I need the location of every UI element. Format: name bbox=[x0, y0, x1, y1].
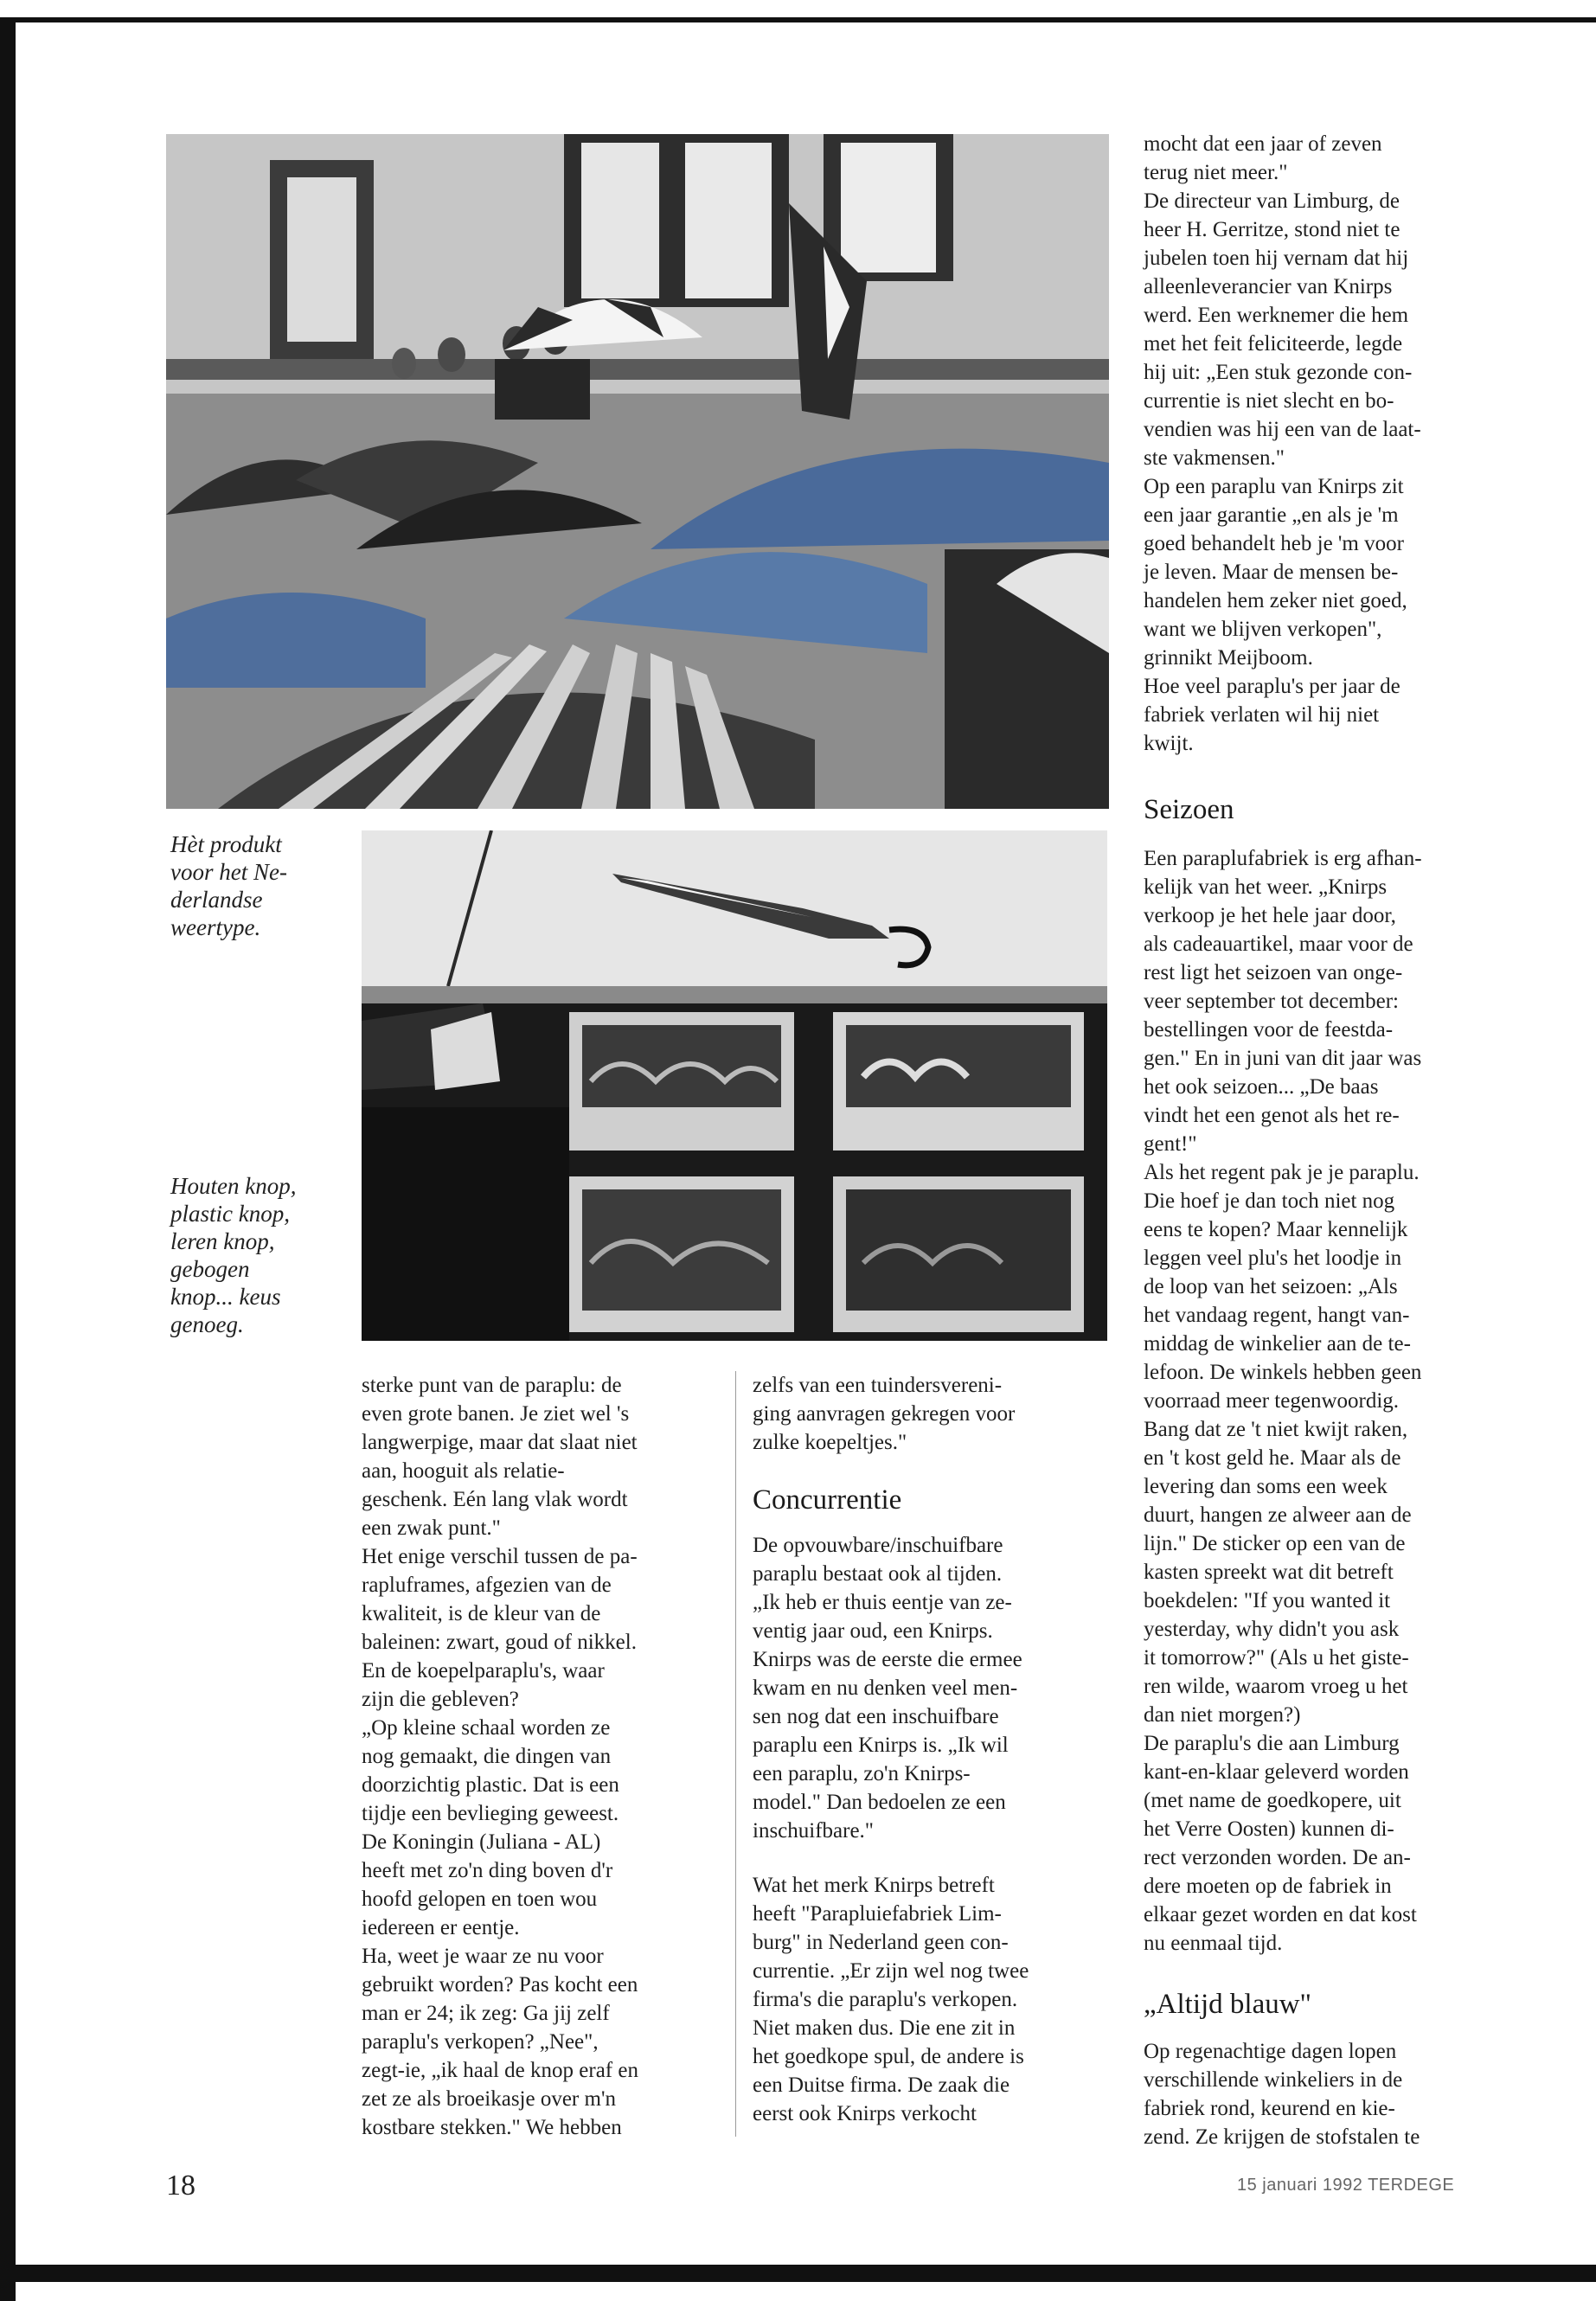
heading-concurrentie: Concurrentie bbox=[753, 1484, 902, 1516]
issue-footer: 15 januari 1992 TERDEGE bbox=[1237, 2176, 1455, 2195]
column-2-text-2: De opvouwbare/inschuifbare paraplu bestaat ook al tijden. „Ik heb er thuis eentje van ze- ventig jaar oud, een Knirps. Knirps was de eerste die ermee kwam en nu denken veel men- sen nog dat een inschuifbare paraplu een Knirps is. „Ik wil een paraplu, zo'n Knirps- model." Dan bedoelen ze een inschuifbare." bbox=[753, 1534, 1022, 1843]
article-column-1 bbox=[362, 1371, 718, 2142]
heading-seizoen: Seizoen bbox=[1144, 794, 1234, 825]
column-1-text: sterke punt van de paraplu: de even grote banen. Je ziet wel 's langwerpige, maar dat slaat niet aan, hooguit als relatie- geschenk. Eén lang vlak wordt een zwak punt." Het enige verschil tussen de pa- rapluframes, afgezien van de kwaliteit, is de kleur van de baleinen: zwart, goud of nikkel. En de koepelparaplu's, waar zijn die gebleven? „Op kleine schaal worden ze nog gemaakt, die dingen van doorzichtig plastic. Dat is een tijdje een bevlieging geweest. De Koningin (Juliana - AL) heeft met zo'n ding boven d'r hoofd gelopen en toen wou iedereen er eentje. Ha, weet je waar ze nu voor gebruikt worden? Pas kocht een man er 24; ik zeg: Ga jij zelf paraplu's verkopen? „Nee", zegt-ie, „ik haal de knop eraf en zet ze als broeikasje over m'n kostbare stekken." We hebben bbox=[362, 1374, 638, 2139]
heading-altijd-blauw: „Altijd blauw" bbox=[1144, 1989, 1312, 2020]
caption-product: Hèt produkt voor het Ne- derlandse weertype. bbox=[170, 831, 287, 940]
umbrella-crowd-photo bbox=[166, 134, 1109, 809]
column-3-text-3: Op regenachtige dagen lopen verschillende winkeliers in de fabriek rond, keurend en kie- zend. Ze krijgen de stofstalen te bbox=[1144, 2040, 1420, 2149]
caption-handles: Houten knop, plastic knop, leren knop, gebogen knop... keus genoeg. bbox=[170, 1173, 297, 1337]
frame-top-border bbox=[0, 17, 1596, 22]
column-2-text-3: Wat het merk Knirps betreft heeft "Parapluiefabriek Lim- burg" in Nederland geen con- currentie. „Er zijn wel nog twee firma's die paraplu's verkopen. Niet maken dus. Die ene zit in het goedkope spul, de andere is een Duitse firma. De zaak die eerst ook Knirps verkocht bbox=[753, 1874, 1029, 2125]
column-2-text-1: zelfs van een tuindersvereni- ging aanvragen gekregen voor zulke koepeltjes." bbox=[753, 1374, 1016, 1454]
frame-left-border bbox=[0, 17, 16, 2301]
column-3-text-1: mocht dat een jaar of zeven terug niet meer." De directeur van Limburg, de heer H. Gerritze, stond niet te jubelen toen hij vernam dat hij alleenleverancier van Knirps werd. Een werknemer die hem met het feit feliciteerde, legde hij uit: „Een stuk gezonde con- currentie is niet slecht en bo- vendien was hij een van de laat- ste vakmensen." Op een paraplu van Knirps zit een jaar garantie „en als je 'm goed behandelt heb je 'm voor je leven. Maar de mensen be- handelen hem zeker niet goed, want we blijven verkopen", grinnikt Meijboom. Hoe veel paraplu's per jaar de fabriek verlaten wil hij niet kwijt. bbox=[1144, 132, 1421, 755]
drawers-with-handles-photo bbox=[362, 830, 1107, 1341]
page-number: 18 bbox=[166, 2170, 195, 2202]
article-column-2 bbox=[753, 1371, 1109, 2128]
article-column-3 bbox=[1144, 130, 1507, 2151]
column-divider-1 bbox=[735, 1371, 736, 2137]
column-3-text-2: Een paraplufabriek is erg afhan- kelijk van het weer. „Knirps verkoop je het hele jaar door, als cadeauartikel, maar voor de rest ligt het seizoen van onge- veer september tot december: bestellingen voor de feestda- gen." En in juni van dit jaar was het ook seizoen... „De baas vindt het een genot als het re- gent!" Als het regent pak je je paraplu. Die hoef je dan toch niet nog eens te kopen? Maar kennelijk leggen veel plu's het loodje in de loop van het seizoen: „Als het vandaag regent, hangt van- middag de winkelier aan de te- lefoon. De winkels hebben geen voorraad meer tegenwoordig. Bang dat ze 't niet kwijt raken, en 't kost geld he. Maar als de levering dan soms een week duurt, hangen ze alweer aan de lijn." De sticker op een van de kasten spreekt wat dit betreft boekdelen: "If you wanted it yesterday, why didn't you ask it tomorrow?" (Als u het giste- ren wilde, waarom vroeg u het dan niet morgen?) De paraplu's die aan Limburg kant-en-klaar geleverd worden (met name de goedkopere, uit het Verre Oosten) kunnen di- rect verzonden worden. De an- dere moeten op de fabriek in elkaar gezet worden en dat kost nu eenmaal tijd. bbox=[1144, 847, 1422, 1955]
frame-bottom-border bbox=[0, 2265, 1596, 2282]
